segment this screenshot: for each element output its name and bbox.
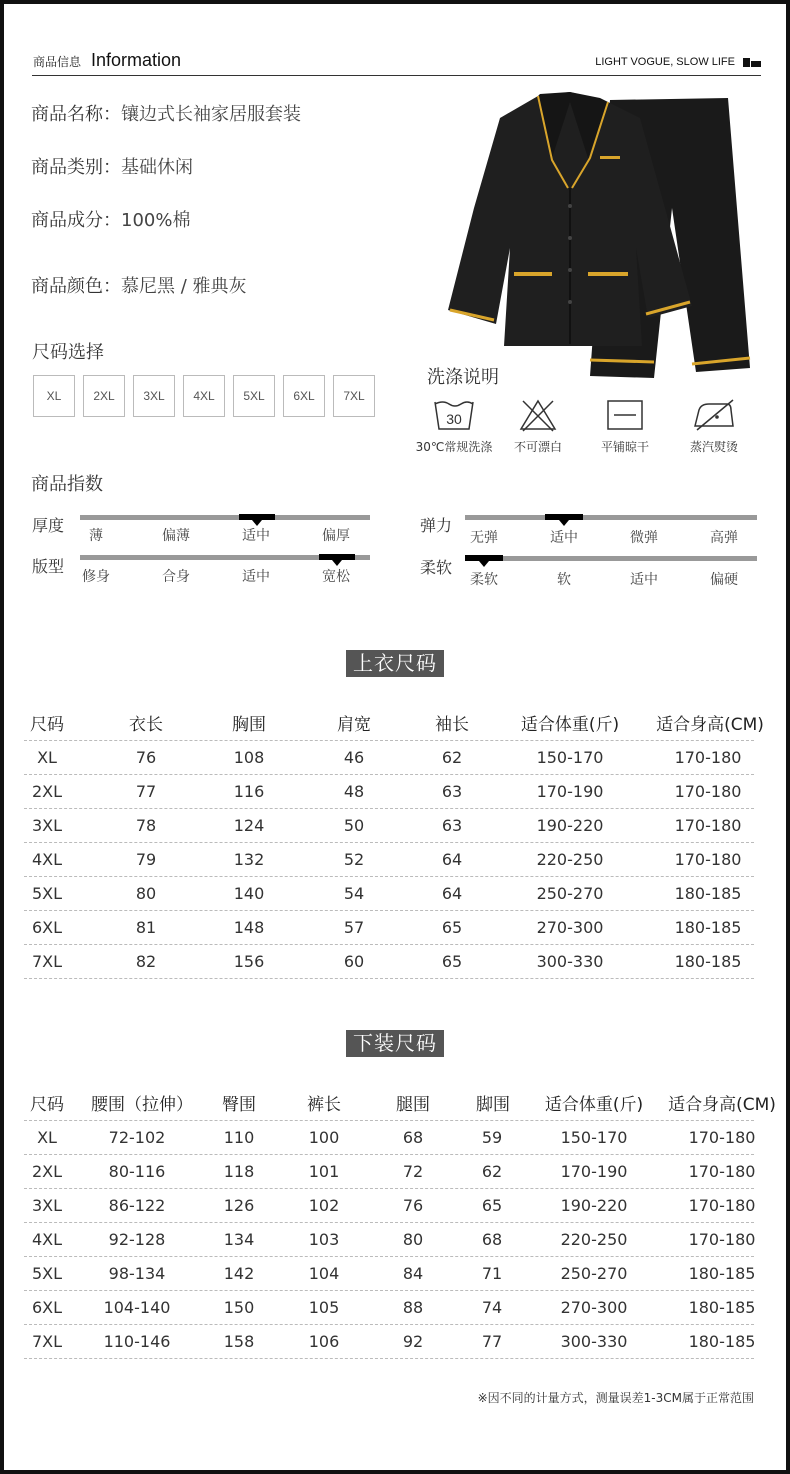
table-cell: 220-250 xyxy=(560,1230,628,1249)
table-cell: 76 xyxy=(402,1196,424,1215)
header-title-cn: 商品信息 xyxy=(33,55,82,69)
table-cell: 170-180 xyxy=(688,1230,756,1249)
table-header-cell: 胸围 xyxy=(232,715,266,735)
table-header-cell: 袖长 xyxy=(435,715,469,735)
table-header-cell: 尺码 xyxy=(30,715,64,735)
index-bar-tick: 偏薄 xyxy=(162,528,190,544)
care-label: 平铺晾干 xyxy=(600,440,649,454)
table-row xyxy=(24,775,754,809)
index-bar-tick: 适中 xyxy=(242,528,270,544)
table-cell: 180-185 xyxy=(674,918,742,937)
table-cell: 65 xyxy=(481,1196,503,1215)
index-bar-fit xyxy=(32,549,372,589)
care-item-iron xyxy=(674,398,754,455)
index-bar-label: 版型 xyxy=(32,557,65,576)
table-cell: 102 xyxy=(308,1196,340,1215)
top-table-title: 上衣尺码 xyxy=(346,650,444,677)
table-cell: 84 xyxy=(402,1264,424,1283)
care-label: 蒸汽熨烫 xyxy=(689,440,738,454)
table-cell: XL xyxy=(37,748,57,767)
care-item-dry xyxy=(585,398,665,455)
product-color xyxy=(31,272,247,298)
table-cell: 142 xyxy=(223,1264,255,1283)
table-header-cell: 适合身高(CM) xyxy=(656,715,764,735)
table-cell: 170-180 xyxy=(688,1128,756,1147)
table-cell: 5XL xyxy=(31,1264,63,1283)
table-cell: 220-250 xyxy=(536,850,604,869)
product-material-value: 100%棉 xyxy=(121,210,191,231)
table-cell: 46 xyxy=(343,748,365,767)
table-cell: 7XL xyxy=(31,952,63,971)
table-header-cell: 适合体重(斤) xyxy=(544,1095,644,1115)
size-chip[interactable]: 4XL xyxy=(183,375,225,417)
table-cell: 3XL xyxy=(31,816,63,835)
index-bar-tick: 无弹 xyxy=(470,530,498,546)
table-row xyxy=(24,1291,754,1325)
product-name-label: 商品名称： xyxy=(31,104,121,125)
size-chip-list xyxy=(33,375,375,417)
table-cell: 72 xyxy=(402,1162,424,1181)
table-cell: 180-185 xyxy=(688,1264,756,1283)
no-bleach-icon xyxy=(518,398,558,432)
index-bar-tick: 柔软 xyxy=(470,572,498,588)
index-bar-track xyxy=(465,556,757,561)
top-size-table xyxy=(24,705,764,979)
table-header-row xyxy=(24,1085,776,1121)
care-label: 不可漂白 xyxy=(513,440,562,454)
table-cell: 156 xyxy=(233,952,265,971)
table-cell: 150 xyxy=(223,1298,255,1317)
table-cell: 250-270 xyxy=(560,1264,628,1283)
table-cell: 80 xyxy=(402,1230,424,1249)
table-cell: 64 xyxy=(441,850,463,869)
table-cell: 170-180 xyxy=(674,850,742,869)
table-cell: 72-102 xyxy=(108,1128,166,1147)
table-row xyxy=(24,877,754,911)
table-cell: 68 xyxy=(402,1128,424,1147)
size-chip[interactable]: 7XL xyxy=(333,375,375,417)
index-bar-tick: 微弹 xyxy=(630,530,658,546)
index-bar-tick: 偏厚 xyxy=(322,528,350,544)
index-bar-label: 柔软 xyxy=(420,558,453,577)
table-cell: 65 xyxy=(441,918,463,937)
size-chip[interactable]: 3XL xyxy=(133,375,175,417)
index-bar-notch xyxy=(479,561,489,567)
table-cell: 180-185 xyxy=(688,1332,756,1351)
table-cell: 190-220 xyxy=(536,816,604,835)
table-cell: 170-180 xyxy=(674,816,742,835)
table-cell: 170-190 xyxy=(536,782,604,801)
table-cell: 68 xyxy=(481,1230,503,1249)
pajama-set-image xyxy=(440,88,760,388)
table-cell: 250-270 xyxy=(536,884,604,903)
index-bar-tick: 适中 xyxy=(550,530,578,546)
table-header-cell: 衣长 xyxy=(129,715,163,735)
table-cell: 79 xyxy=(135,850,157,869)
table-header-cell: 腿围 xyxy=(396,1095,430,1115)
table-row xyxy=(24,1223,754,1257)
index-bar-tick: 适中 xyxy=(242,569,270,585)
table-cell: 148 xyxy=(233,918,265,937)
measurement-footnote: ※因不同的计量方式，测量误差1-3CM属于正常范围 xyxy=(477,1391,754,1405)
table-cell: 116 xyxy=(233,782,265,801)
product-category-value: 基础休闲 xyxy=(121,157,193,178)
table-cell: 104-140 xyxy=(103,1298,171,1317)
table-cell: 63 xyxy=(441,782,463,801)
index-bar-elasticity xyxy=(420,510,760,550)
table-cell: 74 xyxy=(481,1298,503,1317)
table-cell: 300-330 xyxy=(560,1332,628,1351)
index-bar-thickness xyxy=(32,508,372,548)
table-cell: 98-134 xyxy=(108,1264,166,1283)
header-title-en: Information xyxy=(91,50,182,70)
table-cell: 104 xyxy=(308,1264,340,1283)
index-bar-label: 厚度 xyxy=(32,516,65,535)
table-cell: 180-185 xyxy=(674,884,742,903)
table-header-cell: 适合体重(斤) xyxy=(520,715,620,735)
index-bar-tick: 适中 xyxy=(630,572,658,588)
index-bar-tick: 偏硬 xyxy=(710,572,738,588)
table-cell: 92-128 xyxy=(108,1230,166,1249)
dry-flat-icon xyxy=(605,398,645,432)
table-cell: 4XL xyxy=(31,1230,63,1249)
table-cell: 63 xyxy=(441,816,463,835)
product-name-value: 镶边式长袖家居服套装 xyxy=(121,104,301,125)
header-slogan: LIGHT VOGUE, SLOW LIFE xyxy=(595,56,735,68)
table-row xyxy=(24,809,754,843)
table-row xyxy=(24,1257,754,1291)
header-divider xyxy=(32,75,761,76)
wash-temp-text: 30 xyxy=(446,411,462,427)
table-cell: 270-300 xyxy=(536,918,604,937)
table-cell: 170-180 xyxy=(688,1196,756,1215)
table-row xyxy=(24,1121,754,1155)
table-cell: XL xyxy=(37,1128,57,1147)
table-cell: 150-170 xyxy=(560,1128,628,1147)
table-cell: 110-146 xyxy=(103,1332,171,1351)
product-name xyxy=(31,100,301,126)
index-bar-track xyxy=(465,515,757,520)
no-steam-iron-icon xyxy=(691,398,737,432)
index-bar-tick: 宽松 xyxy=(322,569,350,585)
index-bar-tick: 软 xyxy=(557,572,571,588)
table-cell: 300-330 xyxy=(536,952,604,971)
table-cell: 150-170 xyxy=(536,748,604,767)
table-row xyxy=(24,741,754,775)
brand-logo-icon xyxy=(743,57,761,67)
table-cell: 7XL xyxy=(31,1332,63,1351)
table-cell: 2XL xyxy=(31,782,63,801)
table-cell: 62 xyxy=(481,1162,503,1181)
table-row xyxy=(24,911,754,945)
table-cell: 132 xyxy=(233,850,265,869)
table-cell: 101 xyxy=(308,1162,340,1181)
table-row xyxy=(24,1189,754,1223)
table-cell: 60 xyxy=(343,952,365,971)
size-chip[interactable]: 2XL xyxy=(83,375,125,417)
table-cell: 77 xyxy=(481,1332,503,1351)
product-material xyxy=(31,206,190,232)
size-select-title: 尺码选择 xyxy=(32,342,104,363)
table-cell: 54 xyxy=(343,884,365,903)
product-material-label: 商品成分： xyxy=(31,210,121,231)
table-cell: 270-300 xyxy=(560,1298,628,1317)
index-bar-tick: 薄 xyxy=(89,528,103,544)
table-cell: 180-185 xyxy=(688,1298,756,1317)
table-cell: 50 xyxy=(343,816,365,835)
care-title: 洗涤说明 xyxy=(427,367,499,388)
table-header-cell: 尺码 xyxy=(30,1095,64,1115)
table-cell: 100 xyxy=(308,1128,340,1147)
table-cell: 64 xyxy=(441,884,463,903)
wash-30-icon xyxy=(432,398,476,432)
table-cell: 81 xyxy=(135,918,157,937)
table-row xyxy=(24,1325,754,1359)
table-cell: 76 xyxy=(135,748,157,767)
index-bar-tick: 修身 xyxy=(82,569,110,585)
product-color-value: 慕尼黑 / 雅典灰 xyxy=(121,276,247,297)
table-cell: 59 xyxy=(481,1128,503,1147)
table-row xyxy=(24,945,754,979)
product-color-label: 商品颜色： xyxy=(31,276,121,297)
table-cell: 88 xyxy=(402,1298,424,1317)
bottom-size-table xyxy=(24,1085,776,1359)
table-header-cell: 肩宽 xyxy=(337,715,371,735)
table-cell: 80-116 xyxy=(108,1162,166,1181)
index-bar-label: 弹力 xyxy=(420,516,453,535)
table-cell: 78 xyxy=(135,816,157,835)
table-header-cell: 臀围 xyxy=(222,1095,256,1115)
size-chip[interactable]: 6XL xyxy=(283,375,325,417)
table-cell: 6XL xyxy=(31,918,63,937)
table-cell: 134 xyxy=(223,1230,255,1249)
product-category xyxy=(31,153,193,179)
table-cell: 5XL xyxy=(31,884,63,903)
table-header-cell: 腰围（拉伸） xyxy=(91,1095,193,1115)
table-cell: 158 xyxy=(223,1332,255,1351)
table-cell: 124 xyxy=(233,816,265,835)
care-item-bleach xyxy=(498,398,578,455)
index-bar-softness xyxy=(420,552,760,592)
care-item-wash xyxy=(414,398,494,455)
table-cell: 92 xyxy=(402,1332,424,1351)
table-cell: 118 xyxy=(223,1162,255,1181)
table-cell: 86-122 xyxy=(108,1196,166,1215)
table-cell: 82 xyxy=(135,952,157,971)
table-cell: 108 xyxy=(233,748,265,767)
product-category-label: 商品类别： xyxy=(31,157,121,178)
table-cell: 3XL xyxy=(31,1196,63,1215)
index-bar-tick: 合身 xyxy=(162,569,190,585)
table-cell: 106 xyxy=(308,1332,340,1351)
bottom-table-title: 下装尺码 xyxy=(346,1030,444,1057)
table-cell: 62 xyxy=(441,748,463,767)
size-chip[interactable]: XL xyxy=(33,375,75,417)
table-cell: 126 xyxy=(223,1196,255,1215)
table-cell: 190-220 xyxy=(560,1196,628,1215)
table-cell: 4XL xyxy=(31,850,63,869)
table-cell: 170-180 xyxy=(674,748,742,767)
table-header-cell: 裤长 xyxy=(307,1095,341,1115)
table-cell: 170-190 xyxy=(560,1162,628,1181)
table-header-cell: 脚围 xyxy=(476,1095,510,1115)
table-cell: 170-180 xyxy=(674,782,742,801)
size-chip[interactable]: 5XL xyxy=(233,375,275,417)
table-row xyxy=(24,843,754,877)
table-cell: 6XL xyxy=(31,1298,63,1317)
table-row xyxy=(24,1155,754,1189)
table-cell: 140 xyxy=(233,884,265,903)
table-header-row xyxy=(24,705,764,741)
table-cell: 103 xyxy=(308,1230,340,1249)
index-bar-notch xyxy=(559,520,569,526)
table-header-cell: 适合身高(CM) xyxy=(668,1095,776,1115)
index-bar-tick: 高弹 xyxy=(710,530,738,546)
table-cell: 77 xyxy=(135,782,157,801)
table-cell: 71 xyxy=(481,1264,503,1283)
table-cell: 80 xyxy=(135,884,157,903)
index-bar-track xyxy=(80,515,370,520)
table-cell: 180-185 xyxy=(674,952,742,971)
table-cell: 110 xyxy=(223,1128,255,1147)
table-cell: 48 xyxy=(343,782,365,801)
index-title: 商品指数 xyxy=(31,474,103,495)
table-cell: 57 xyxy=(343,918,365,937)
care-label: 30℃常规洗涤 xyxy=(415,440,493,454)
table-cell: 52 xyxy=(343,850,365,869)
table-cell: 2XL xyxy=(31,1162,63,1181)
table-cell: 170-180 xyxy=(688,1162,756,1181)
table-cell: 65 xyxy=(441,952,463,971)
table-cell: 105 xyxy=(308,1298,340,1317)
